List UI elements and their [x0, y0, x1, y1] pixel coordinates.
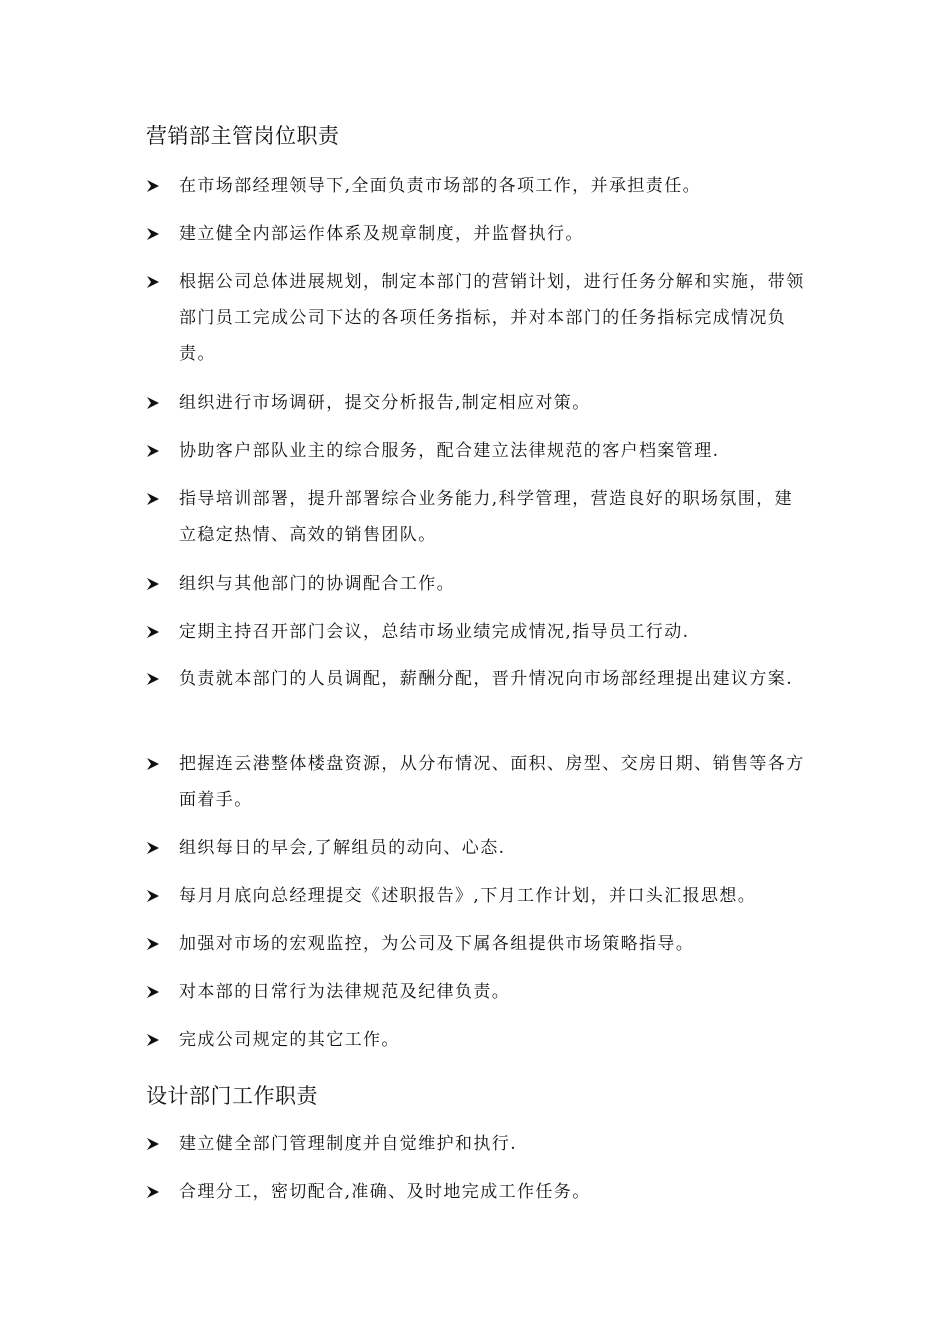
arrow-bullet-icon: [146, 385, 164, 421]
arrow-bullet-icon: [146, 264, 164, 300]
arrow-bullet-icon: [146, 1022, 164, 1058]
list-item-text: 每月月底向总经理提交《述职报告》,下月工作计划，并口头汇报思想。: [179, 886, 757, 906]
list-item-text: 建立健全部门管理制度并自觉维护和执行.: [179, 1134, 518, 1154]
list-item-text: 组织进行市场调研，提交分析报告,制定相应对策。: [179, 393, 591, 413]
arrow-bullet-icon: [146, 746, 164, 782]
list-item-text: 在市场部经理领导下,全面负责市场部的各项工作，并承担责任。: [179, 176, 702, 196]
list-item-text: 定期主持召开部门会议，总结市场业绩完成情况,指导员工行动.: [179, 622, 690, 642]
list-item-text: 合理分工，密切配合,准确、及时地完成工作任务。: [179, 1182, 591, 1202]
arrow-bullet-icon: [146, 1174, 164, 1210]
arrow-bullet-icon: [146, 830, 164, 866]
arrow-bullet-icon: [146, 481, 164, 517]
list-item-text: 把握连云港整体楼盘资源，从分布情况、面积、房型、交房日期、销售等各方面着手。: [179, 754, 805, 810]
arrow-bullet-icon: [146, 168, 164, 204]
arrow-bullet-icon: [146, 974, 164, 1010]
list-item-text: 组织与其他部门的协调配合工作。: [179, 574, 455, 594]
list-item-text: 指导培训部署，提升部署综合业务能力,科学管理，营造良好的职场氛围，建立稳定热情、高效的销售团队。: [179, 489, 794, 545]
list-item-text: 根据公司总体进展规划，制定本部门的营销计划，进行任务分解和实施，带领部门员工完成公司下达的各项任务指标，并对本部门的任务指标完成情况负责。: [179, 272, 805, 364]
arrow-bullet-icon: [146, 1126, 164, 1162]
list-item-text: 负责就本部门的人员调配，薪酬分配，晋升情况向市场部经理提出建议方案.: [179, 669, 794, 689]
arrow-bullet-icon: [146, 661, 164, 697]
list-item-text: 对本部的日常行为法律规范及纪律负责。: [179, 982, 511, 1002]
arrow-bullet-icon: [146, 566, 164, 602]
list-item-text: 协助客户部队业主的综合服务，配合建立法律规范的客户档案管理.: [179, 441, 720, 461]
arrow-bullet-icon: [146, 926, 164, 962]
arrow-bullet-icon: [146, 433, 164, 469]
list-item-text: 建立健全内部运作体系及规章制度，并监督执行。: [179, 224, 584, 244]
list-item-text: 组织每日的早会,了解组员的动向、心态.: [179, 838, 506, 858]
section-title: 营销部主管岗位职责: [146, 124, 340, 148]
arrow-bullet-icon: [146, 878, 164, 914]
list-item-text: 完成公司规定的其它工作。: [179, 1030, 400, 1050]
arrow-bullet-icon: [146, 216, 164, 252]
arrow-bullet-icon: [146, 614, 164, 650]
section-title: 设计部门工作职责: [146, 1084, 318, 1108]
list-item-text: 加强对市场的宏观监控，为公司及下属各组提供市场策略指导。: [179, 934, 695, 954]
